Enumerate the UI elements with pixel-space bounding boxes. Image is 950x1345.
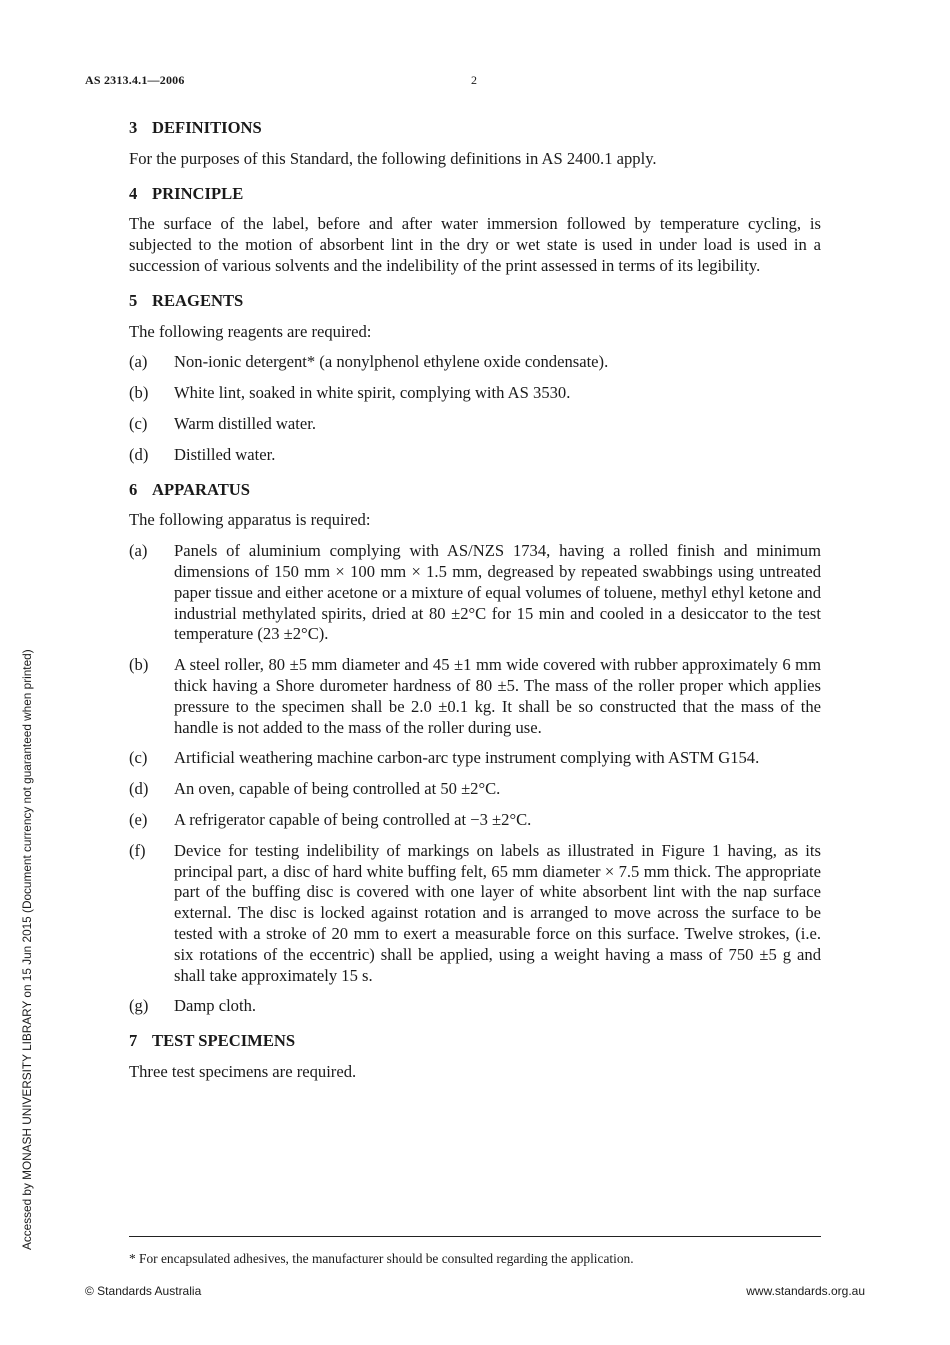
list-text: Damp cloth. [174, 996, 257, 1016]
list-label: (g) [129, 996, 149, 1016]
list-text: White lint, soaked in white spirit, complying with AS 3530. [174, 383, 571, 403]
list-item [129, 810, 821, 831]
section-heading [129, 1031, 821, 1052]
list-text: Warm distilled water. [174, 413, 316, 433]
section-apparatus [129, 480, 821, 1018]
list-text: Panels of aluminium complying with AS/NZS 1734, having a rolled finish and minimum dimensions of 150 mm × 100 mm × 1.5 mm, degreased by repeated swabbings using untreated paper tissue and either acetone or a mixture of equal volumes of toluene, methyl ethyl ketone and industrial methylated spirits, dried at 80 ±2°C for 15 min and cooled in a desiccator to the test temperature (23 ±2°C). [174, 541, 821, 644]
section-number: 3 [129, 118, 138, 137]
list-item [129, 655, 821, 738]
section-title: REAGENTS [152, 290, 244, 310]
section-heading [129, 184, 821, 205]
footer-website: www.standards.org.au [746, 1284, 865, 1298]
footer-copyright: © Standards Australia [85, 1284, 202, 1298]
section-reagents [129, 291, 821, 466]
section-number: 5 [129, 290, 138, 310]
list-text: An oven, capable of being controlled at 50 ±2°C. [174, 779, 501, 799]
list-item [129, 541, 821, 645]
list-text: Device for testing indelibility of markings on labels as illustrated in Figure 1 having, as its principal part, a disc of hard white buffing felt, 65 mm diameter × 7.5 mm thick. The appropriate part of the buffing disc is covered with one layer of white absorbent lint with the nap surface external. The disc is locked against rotation and is arranged to move across the surface to be tested with a stroke of 20 mm to exert a measurable force on this surface. Twelve strokes, (i.e. six rotations of the eccentric) shall be applied, using a weight having a mass of 750 ±5 g and shall take approximately 15 s. [174, 840, 821, 985]
list-label: (e) [129, 809, 148, 829]
section-number: 4 [129, 183, 138, 203]
paragraph: For the purposes of this Standard, the following definitions in AS 2400.1 apply. [129, 148, 657, 168]
section-title: PRINCIPLE [152, 183, 244, 203]
section-principle [129, 184, 821, 277]
section-heading [129, 118, 821, 139]
section-title: TEST SPECIMENS [152, 1031, 296, 1051]
footnote: * For encapsulated adhesives, the manufacturer should be consulted regarding the application. [129, 1251, 634, 1266]
paragraph: The surface of the label, before and after water immersion followed by temperature cycling, is subjected to the motion of absorbent lint in the dry or wet state is used in under load is used in a succession of various solvents and the indelibility of the print assessed in terms of its legibility. [129, 214, 821, 275]
list-label: (b) [129, 383, 149, 403]
list-item [129, 841, 821, 987]
list-text: Non-ionic detergent* (a nonylphenol ethylene oxide condensate). [174, 352, 609, 372]
section-number: 6 [129, 479, 138, 499]
list-label: (c) [129, 413, 148, 433]
list-item [129, 996, 821, 1017]
list-label: (a) [129, 541, 148, 561]
list-item [129, 352, 821, 373]
list-item [129, 414, 821, 435]
paragraph: The following reagents are required: [129, 321, 372, 341]
list-item [129, 779, 821, 800]
list-label: (d) [129, 779, 149, 799]
list-text: Distilled water. [174, 444, 276, 464]
paragraph: Three test specimens are required. [129, 1061, 357, 1081]
list-item [129, 383, 821, 404]
document-id: AS 2313.4.1—2006 [85, 73, 185, 87]
section-number: 7 [129, 1031, 138, 1051]
list-item [129, 445, 821, 466]
paragraph: The following apparatus is required: [129, 510, 371, 530]
document-body [129, 118, 821, 1097]
list-text: A steel roller, 80 ±5 mm diameter and 45 ±1 mm wide covered with rubber approximately 6 mm thick having a Shore durometer hardness of 80 ±5. The mass of the roller proper which applies pressure to the specimen shall be 2.0 ±0.1 kg. It shall be so constructed that the mass of the handle is not added to the mass of the roller during use. [174, 655, 821, 737]
list-label: (c) [129, 748, 148, 768]
list-label: (b) [129, 655, 149, 675]
list-text: Artificial weathering machine carbon-arc type instrument complying with ASTM G154. [174, 748, 760, 768]
section-heading [129, 291, 821, 312]
section-test-specimens [129, 1031, 821, 1083]
section-title: APPARATUS [152, 479, 251, 499]
list-label: (a) [129, 352, 148, 372]
list-item [129, 748, 821, 769]
page-number: 2 [471, 73, 477, 87]
section-title: DEFINITIONS [152, 118, 262, 137]
section-definitions [129, 118, 821, 170]
list-label: (f) [129, 840, 146, 860]
list-label: (d) [129, 444, 149, 464]
list-text: A refrigerator capable of being controlled at −3 ±2°C. [174, 809, 532, 829]
section-heading [129, 480, 821, 501]
access-watermark: Accessed by MONASH UNIVERSITY LIBRARY on 15 Jun 2015 (Document currency not guaranteed when printed) [20, 649, 34, 1250]
footnote-divider [129, 1236, 821, 1237]
